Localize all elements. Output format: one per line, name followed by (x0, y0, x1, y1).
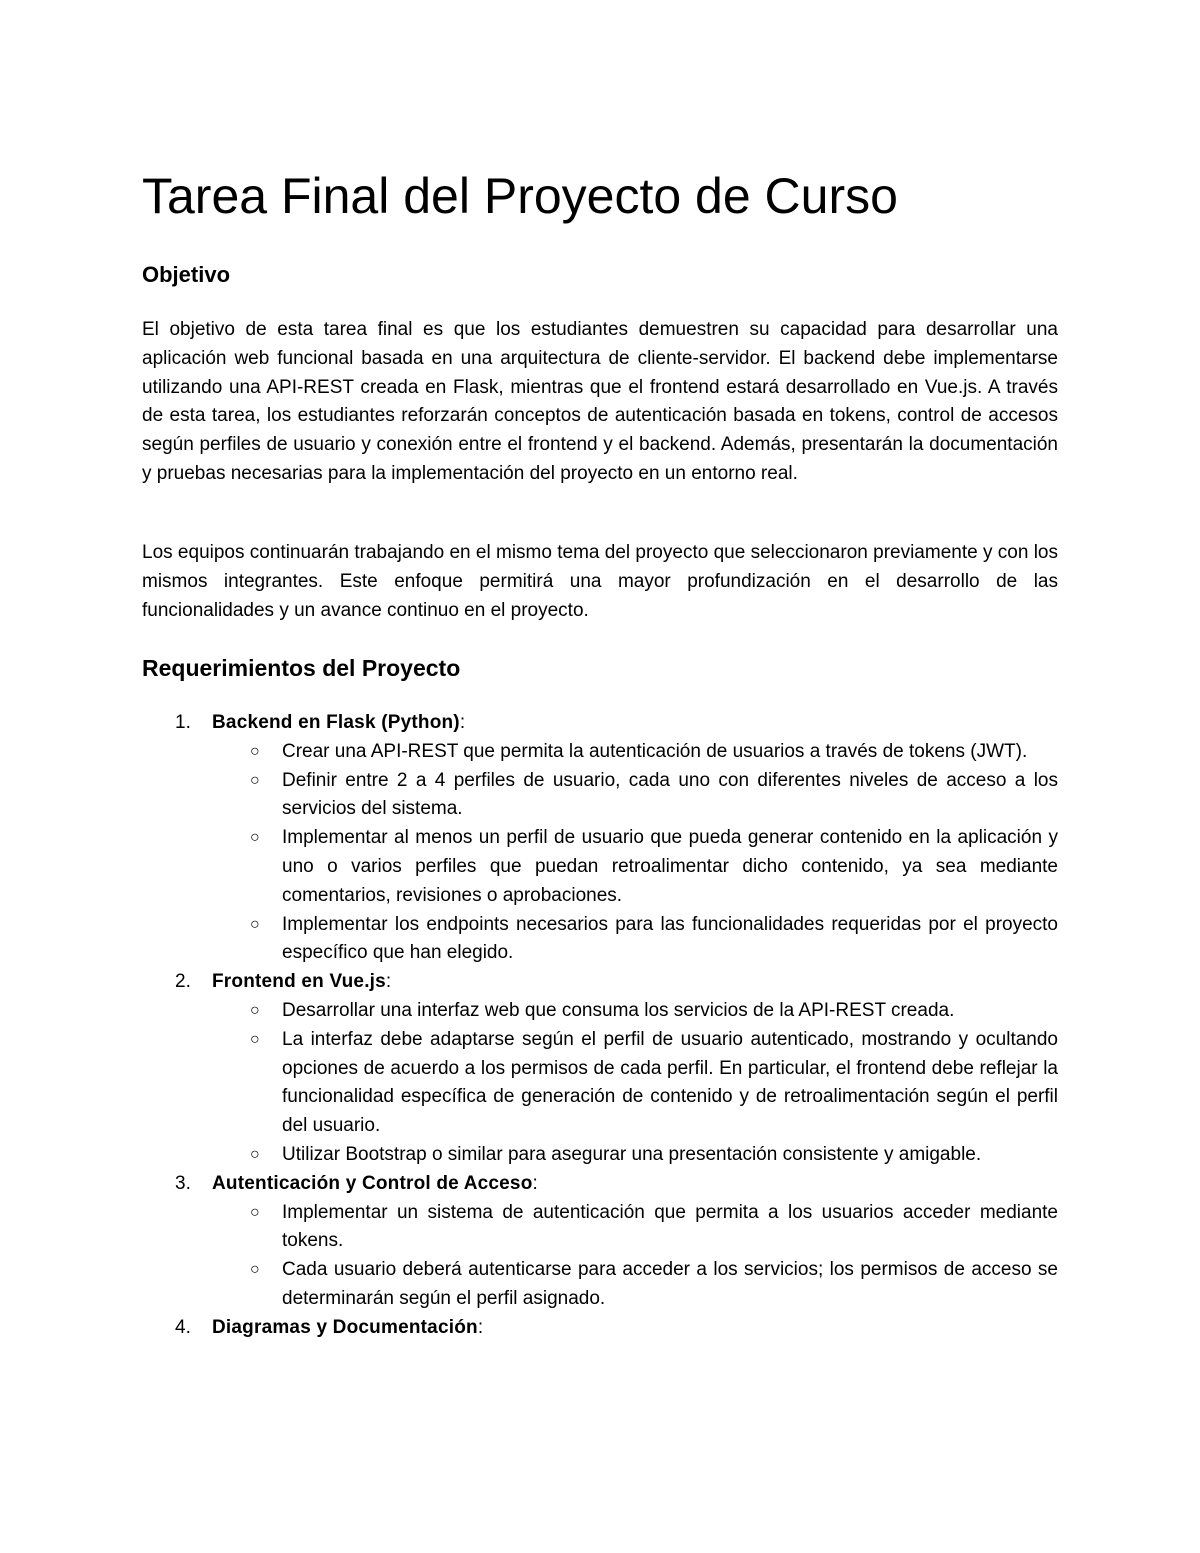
requirement-number: 2. (175, 971, 191, 993)
requirement-item (142, 968, 1058, 1170)
requirement-colon: : (477, 1316, 484, 1338)
objetivo-paragraph-1: El objetivo de esta tarea final es que los estudiantes demuestren su capacidad para desarrollar una aplicación web funcional basada en una arquitectura de cliente-servidor. El backend debe implementarse utilizando una API-REST creada en Flask, mientras que el frontend estará desarrollado en Vue.js. A través de esta tarea, los estudiantes reforzarán conceptos de autenticación basada en tokens, control de accesos según perfiles de usuario y conexión entre el frontend y el backend. Además, presentarán la documentación y pruebas necesarias para la implementación del proyecto en un entorno real. (142, 319, 1058, 484)
list-item (212, 824, 1058, 910)
list-item-text: Crear una API-REST que permita la autenticación de usuarios a través de tokens (JWT). (282, 740, 1028, 762)
list-item (212, 1256, 1058, 1314)
list-item (212, 1141, 1058, 1170)
requirement-number: 3. (175, 1172, 191, 1194)
requirement-colon: : (532, 1172, 538, 1194)
list-item-text: Implementar un sistema de autenticación que permita a los usuarios acceder mediante tokens. (282, 1201, 1058, 1252)
list-item-text: La interfaz debe adaptarse según el perfil de usuario autenticado, mostrando y ocultando opciones de acuerdo a los permisos de cada perfil. En particular, el frontend debe reflejar la funcionalidad específica de generación de contenido y de retroalimentación según el perfil del usuario. (282, 1028, 1058, 1137)
document-title: Tarea Final del Proyecto de Curso (142, 168, 898, 224)
requirement-title: Diagramas y Documentación (212, 1316, 478, 1338)
requerimientos-heading: Requerimientos del Proyecto (142, 655, 461, 681)
hollow-circle-bullet-icon: ○ (250, 1261, 260, 1279)
list-item (212, 997, 1058, 1026)
hollow-circle-bullet-icon: ○ (250, 771, 260, 789)
list-item-text: Desarrollar una interfaz web que consuma los servicios de la API-REST creada. (282, 999, 955, 1021)
requirement-title: Frontend en Vue.js (212, 971, 386, 993)
list-item-text: Utilizar Bootstrap o similar para asegurar una presentación consistente y amigable. (282, 1143, 982, 1165)
list-item-text: Implementar los endpoints necesarios para las funcionalidades requeridas por el proyecto específico que han elegido. (282, 913, 1058, 964)
requirement-item (142, 1314, 1058, 1343)
hollow-circle-bullet-icon: ○ (250, 829, 260, 847)
list-item-text: Definir entre 2 a 4 perfiles de usuario, cada uno con diferentes niveles de acceso a los servicios del sistema. (282, 769, 1058, 820)
list-item (212, 738, 1058, 767)
requirement-item (142, 709, 1058, 968)
hollow-circle-bullet-icon: ○ (250, 1145, 260, 1163)
list-item-text: Cada usuario deberá autenticarse para acceder a los servicios; los permisos de acceso se determinarán según el perfil asignado. (282, 1259, 1058, 1309)
objetivo-paragraph-2: Los equipos continuarán trabajando en el mismo tema del proyecto que seleccionaron previamente y con los mismos integrantes. Este enfoque permitirá una mayor profundización en el desarrollo de las funcionalidades y un avance continuo en el proyecto. (142, 542, 1058, 621)
sub-list (212, 997, 1058, 1170)
hollow-circle-bullet-icon: ○ (250, 742, 260, 760)
hollow-circle-bullet-icon: ○ (250, 1203, 260, 1221)
requirement-number: 1. (175, 712, 191, 733)
hollow-circle-bullet-icon: ○ (250, 1030, 260, 1048)
requirement-title: Autenticación y Control de Acceso (212, 1172, 533, 1194)
objetivo-heading: Objetivo (142, 262, 231, 287)
list-item (212, 1026, 1058, 1141)
requirement-colon: : (385, 971, 392, 993)
list-item (212, 1199, 1058, 1257)
list-item (212, 767, 1058, 825)
hollow-circle-bullet-icon: ○ (250, 915, 260, 933)
requirements-list (142, 709, 1058, 1343)
requirement-title: Backend en Flask (Python) (212, 712, 460, 733)
hollow-circle-bullet-icon: ○ (250, 1001, 260, 1019)
requirement-number: 4. (175, 1316, 191, 1338)
requirement-colon: : (459, 712, 466, 733)
list-item-text: Implementar al menos un perfil de usuario que pueda generar contenido en la aplicación y uno o varios perfiles que puedan retroalimentar dicho contenido, ya sea mediante comentarios, revisiones o aprobaciones. (282, 827, 1058, 906)
sub-list (212, 738, 1058, 968)
requirement-item (142, 1170, 1058, 1314)
sub-list (212, 1199, 1058, 1314)
list-item (212, 911, 1058, 969)
